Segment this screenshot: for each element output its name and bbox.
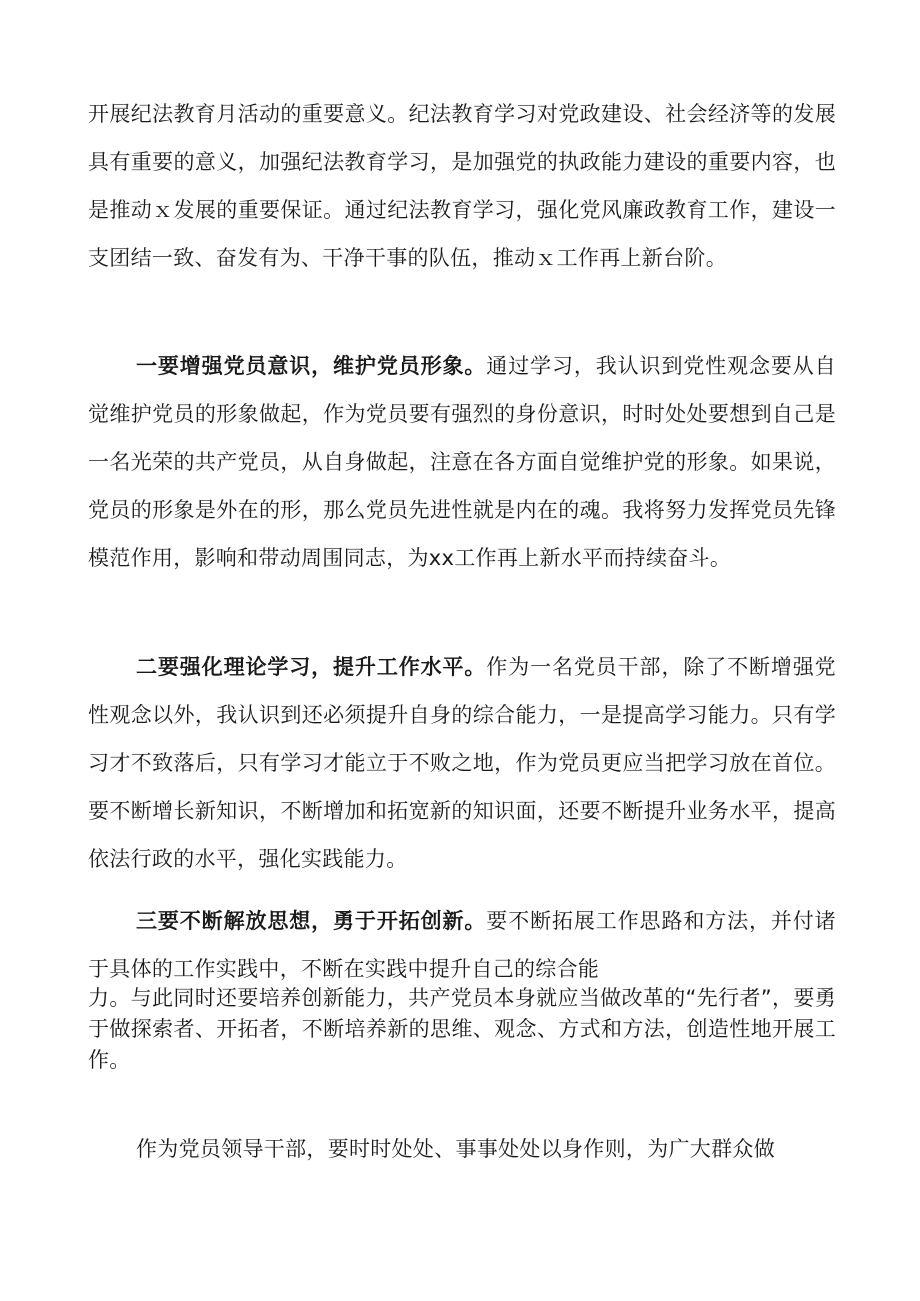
paragraph-point-three-continued (88, 983, 836, 1076)
paragraph-heading: 二要强化理论学习，提升工作水平。 (136, 655, 487, 679)
paragraph-text: 要不断拓展工作思路和方法，并付诸于具体的工作实践中，不断在实践中提升自己的综合能 (88, 909, 836, 981)
paragraph-text: 作为一名党员干部，除了不断增强党性观念以外，我认识到还必须提升自身的综合能力，一是提高学习能力。只有学习才不致落后，只有学习才能立于不败之地，作为党员更应当把学习放在首位。要不断增长新知识，不断增加和拓宽新的知识面，还要不断提升业务水平，提高依法行政的水平，强化实践能力。 (88, 655, 836, 871)
paragraph-text: 通过学习，我认识到党性观念要从自觉维护党员的形象做起，作为党员要有强烈的身份意识，时时处处要想到自己是一名光荣的共产党员，从自身做起，注意在各方面自觉维护党的形象。如果说，党员的形象是外在的形，那么党员先进性就是内在的魂。我将努力发挥党员先锋模范作用，影响和带动周围同志，为xx工作再上新水平而持续奋斗。 (88, 354, 836, 570)
paragraph-text: 作为党员领导干部，要时时处处、事事处处以身作则，为广大群众做 (136, 1137, 775, 1161)
paragraph-point-three (88, 897, 836, 993)
paragraph-conclusion (88, 1125, 836, 1173)
paragraph-point-one (88, 342, 836, 582)
paragraph-heading: 一要增强党员意识，维护党员形象。 (136, 354, 487, 378)
paragraph-text: 力。与此同时还要培养创新能力，共产党员本身就应当做改革的“先行者”，要勇于做探索者、开拓者，不断培养新的思维、观念、方式和方法，创造性地开展工作。 (88, 986, 836, 1072)
paragraph-heading: 三要不断解放思想，勇于开拓创新。 (136, 909, 487, 933)
paragraph-point-two (88, 643, 836, 883)
paragraph-significance (88, 90, 836, 282)
paragraph-text: 开展纪法教育月活动的重要意义。纪法教育学习对党政建设、社会经济等的发展具有重要的意义，加强纪法教育学习，是加强党的执政能力建设的重要内容，也是推动ｘ发展的重要保证。通过纪法教育学习，强化党风廉政教育工作，建设一支团结一致、奋发有为、干净干事的队伍，推动ｘ工作再上新台阶。 (88, 102, 836, 270)
